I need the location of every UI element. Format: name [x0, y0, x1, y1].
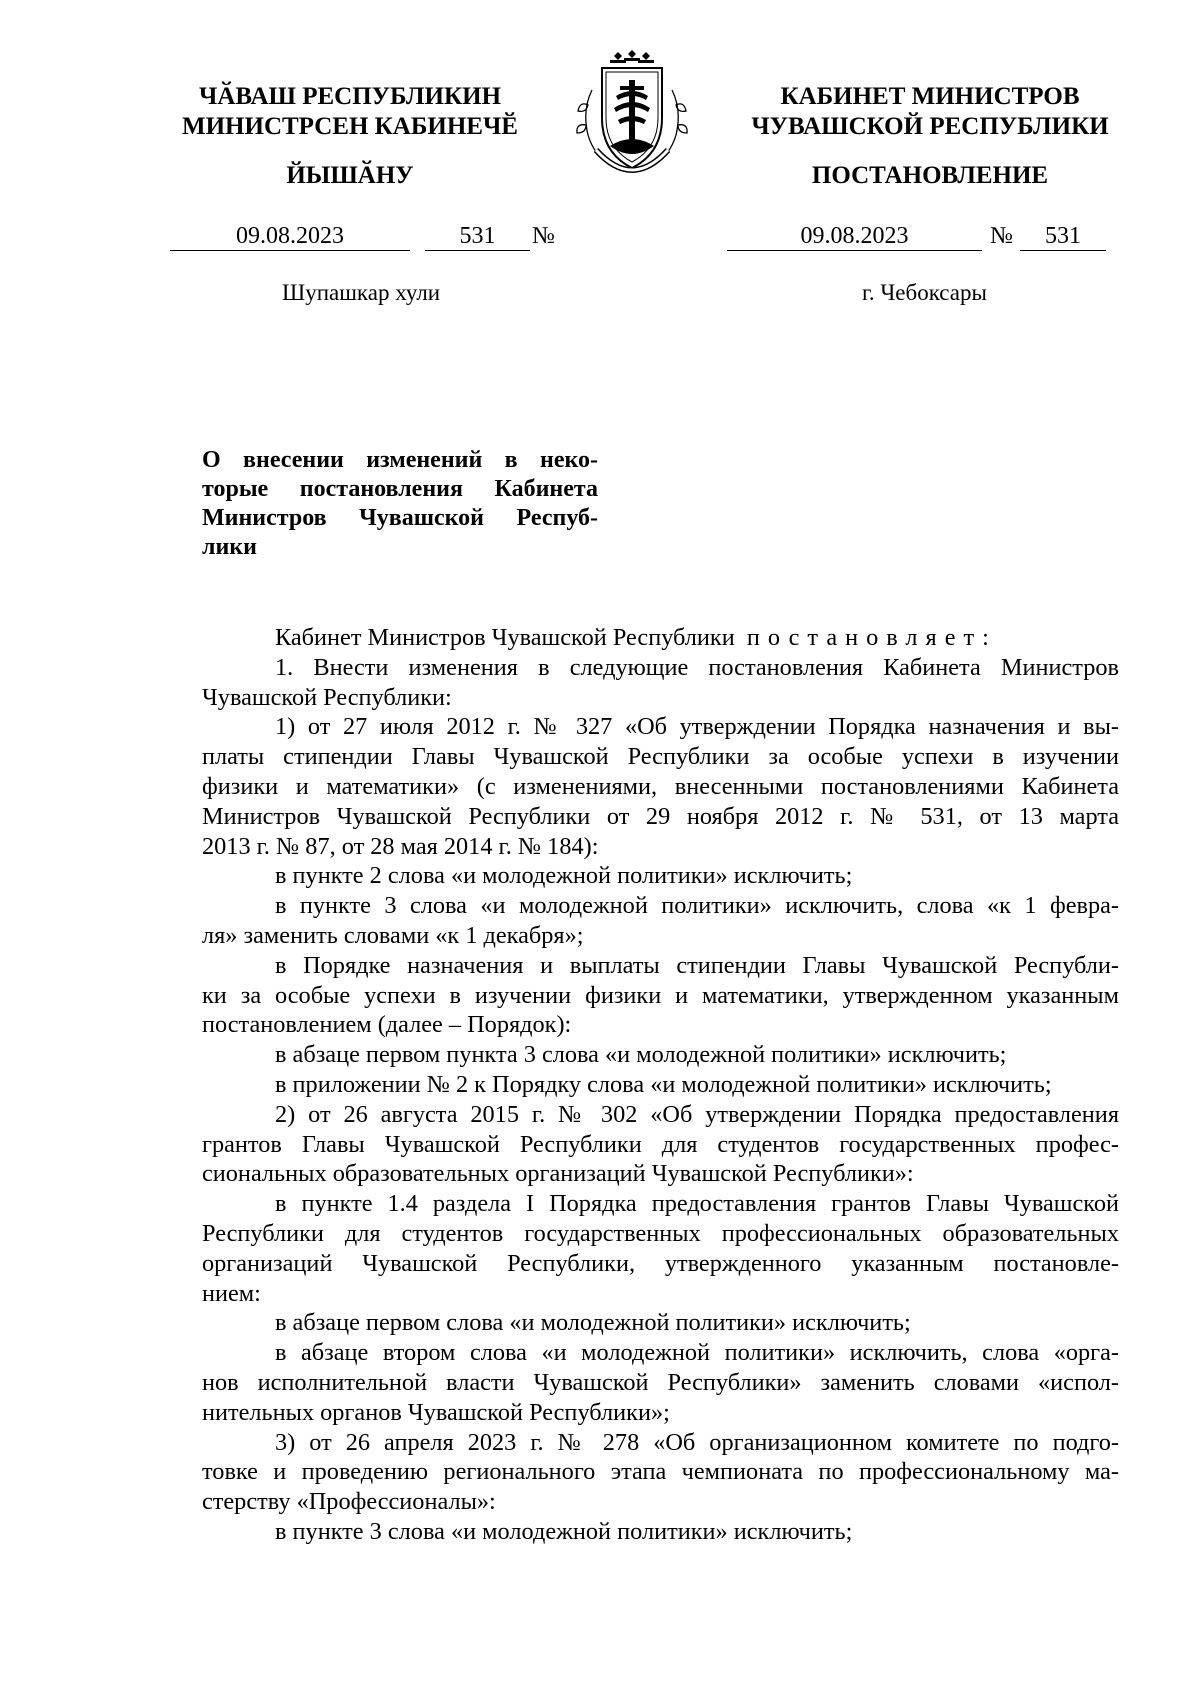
- body-line: 2) от 26 августа 2015 г. № 302 «Об утверждении Порядка предоставления: [275, 1100, 1119, 1128]
- subject-line: Министров Чувашской Респуб-: [202, 505, 598, 531]
- number-sign-left: №: [532, 223, 555, 249]
- body-line: постановлением (далее – Порядок):: [202, 1011, 572, 1039]
- header-right-title: [720, 82, 1140, 142]
- city-left: Шупашкар хули: [282, 280, 441, 305]
- body-line: Министров Чувашской Республики от 29 ноября 2012 г. № 531, от 13 марта: [202, 802, 1119, 830]
- body-line: в абзаце первом пункта 3 слова «и молодежной политики» исключить;: [275, 1041, 1007, 1069]
- number-sign-right: №: [990, 223, 1013, 249]
- chuvash-coat-of-arms-icon: [562, 50, 702, 180]
- body-line: 2013 г. № 87, от 28 мая 2014 г. № 184):: [202, 832, 599, 860]
- number-field-left: 531: [425, 222, 530, 251]
- body-line: ля» заменить словами «к 1 декабря»;: [202, 921, 584, 949]
- preamble-verb: постановляет:: [746, 624, 997, 651]
- body-line: в Порядке назначения и выплаты стипендии Главы Чувашской Республи-: [275, 951, 1119, 979]
- body-line: нием:: [202, 1279, 261, 1307]
- body-line: физики и математики» (с изменениями, внесенными постановлениями Кабинета: [202, 772, 1119, 800]
- doc-type-left: ЙЫШӐНУ: [286, 162, 414, 189]
- body-line: 3) от 26 апреля 2023 г. № 278 «Об организационном комитете по подго-: [275, 1428, 1119, 1456]
- body-line: грантов Главы Чувашской Республики для студентов государственных профес-: [202, 1130, 1119, 1158]
- body-line: в приложении № 2 к Порядку слова «и молодежной политики» исключить;: [275, 1070, 1052, 1098]
- header-left-title: [150, 82, 550, 142]
- body-line: 1) от 27 июля 2012 г. № 327 «Об утверждении Порядка назначения и вы-: [275, 713, 1119, 741]
- body-line: в абзаце первом слова «и молодежной политики» исключить;: [275, 1309, 911, 1337]
- body-line: нов исполнительной власти Чувашской Республики» заменить словами «испол-: [202, 1368, 1119, 1396]
- city-right: г. Чебоксары: [862, 280, 987, 305]
- header-left-line2: МИНИСТРСЕН КАБИНЕЧӖ: [182, 113, 518, 140]
- preamble-prefix: Кабинет Министров Чувашской Республики: [275, 624, 735, 651]
- document-body: [202, 623, 1119, 1547]
- body-line: в пункте 1.4 раздела I Порядка предоставления грантов Главы Чувашской: [275, 1190, 1119, 1218]
- number-field-right: 531: [1020, 222, 1106, 251]
- body-line: 1. Внести изменения в следующие постановления Кабинета Министров: [275, 653, 1119, 681]
- body-line: платы стипендии Главы Чувашской Республики за особые успехи в изучении: [202, 743, 1119, 771]
- preamble: [202, 623, 1119, 653]
- body-line: Чувашской Республики:: [202, 683, 452, 711]
- body-line: в пункте 3 слова «и молодежной политики» исключить;: [275, 1517, 853, 1545]
- body-line: товке и проведению регионального этапа чемпионата по профессиональному ма-: [202, 1458, 1119, 1486]
- body-line: нительных органов Чувашской Республики»;: [202, 1398, 670, 1426]
- header-right-line1: КАБИНЕТ МИНИСТРОВ: [780, 83, 1080, 110]
- document-subject: [202, 446, 598, 562]
- body-line: в абзаце втором слова «и молодежной политики» исключить, слова «орга-: [275, 1339, 1119, 1367]
- header-left-line1: ЧӐВАШ РЕСПУБЛИКИН: [198, 83, 502, 110]
- header-right-line2: ЧУВАШСКОЙ РЕСПУБЛИКИ: [751, 113, 1109, 140]
- doc-type-right: ПОСТАНОВЛЕНИЕ: [811, 162, 1049, 189]
- body-line: организаций Чувашской Республики, утвержденного указанным постановле-: [202, 1249, 1119, 1277]
- subject-line: О внесении изменений в неко-: [202, 447, 598, 473]
- body-line: сиональных образовательных организаций Чувашской Республики»:: [202, 1160, 914, 1188]
- body-line: ки за особые успехи в изучении физики и математики, утвержденном указанным: [202, 981, 1119, 1009]
- body-line: стерству «Профессионалы»:: [202, 1488, 496, 1516]
- body-line: Республики для студентов государственных профессиональных образовательных: [202, 1219, 1119, 1247]
- body-line: в пункте 3 слова «и молодежной политики» исключить, слова «к 1 февра-: [275, 892, 1119, 920]
- subject-line: лики: [202, 534, 257, 560]
- date-field-right: 09.08.2023: [727, 222, 982, 251]
- body-line: в пункте 2 слова «и молодежной политики» исключить;: [275, 862, 853, 890]
- date-field-left: 09.08.2023: [170, 222, 410, 251]
- subject-line: торые постановления Кабинета: [202, 476, 598, 502]
